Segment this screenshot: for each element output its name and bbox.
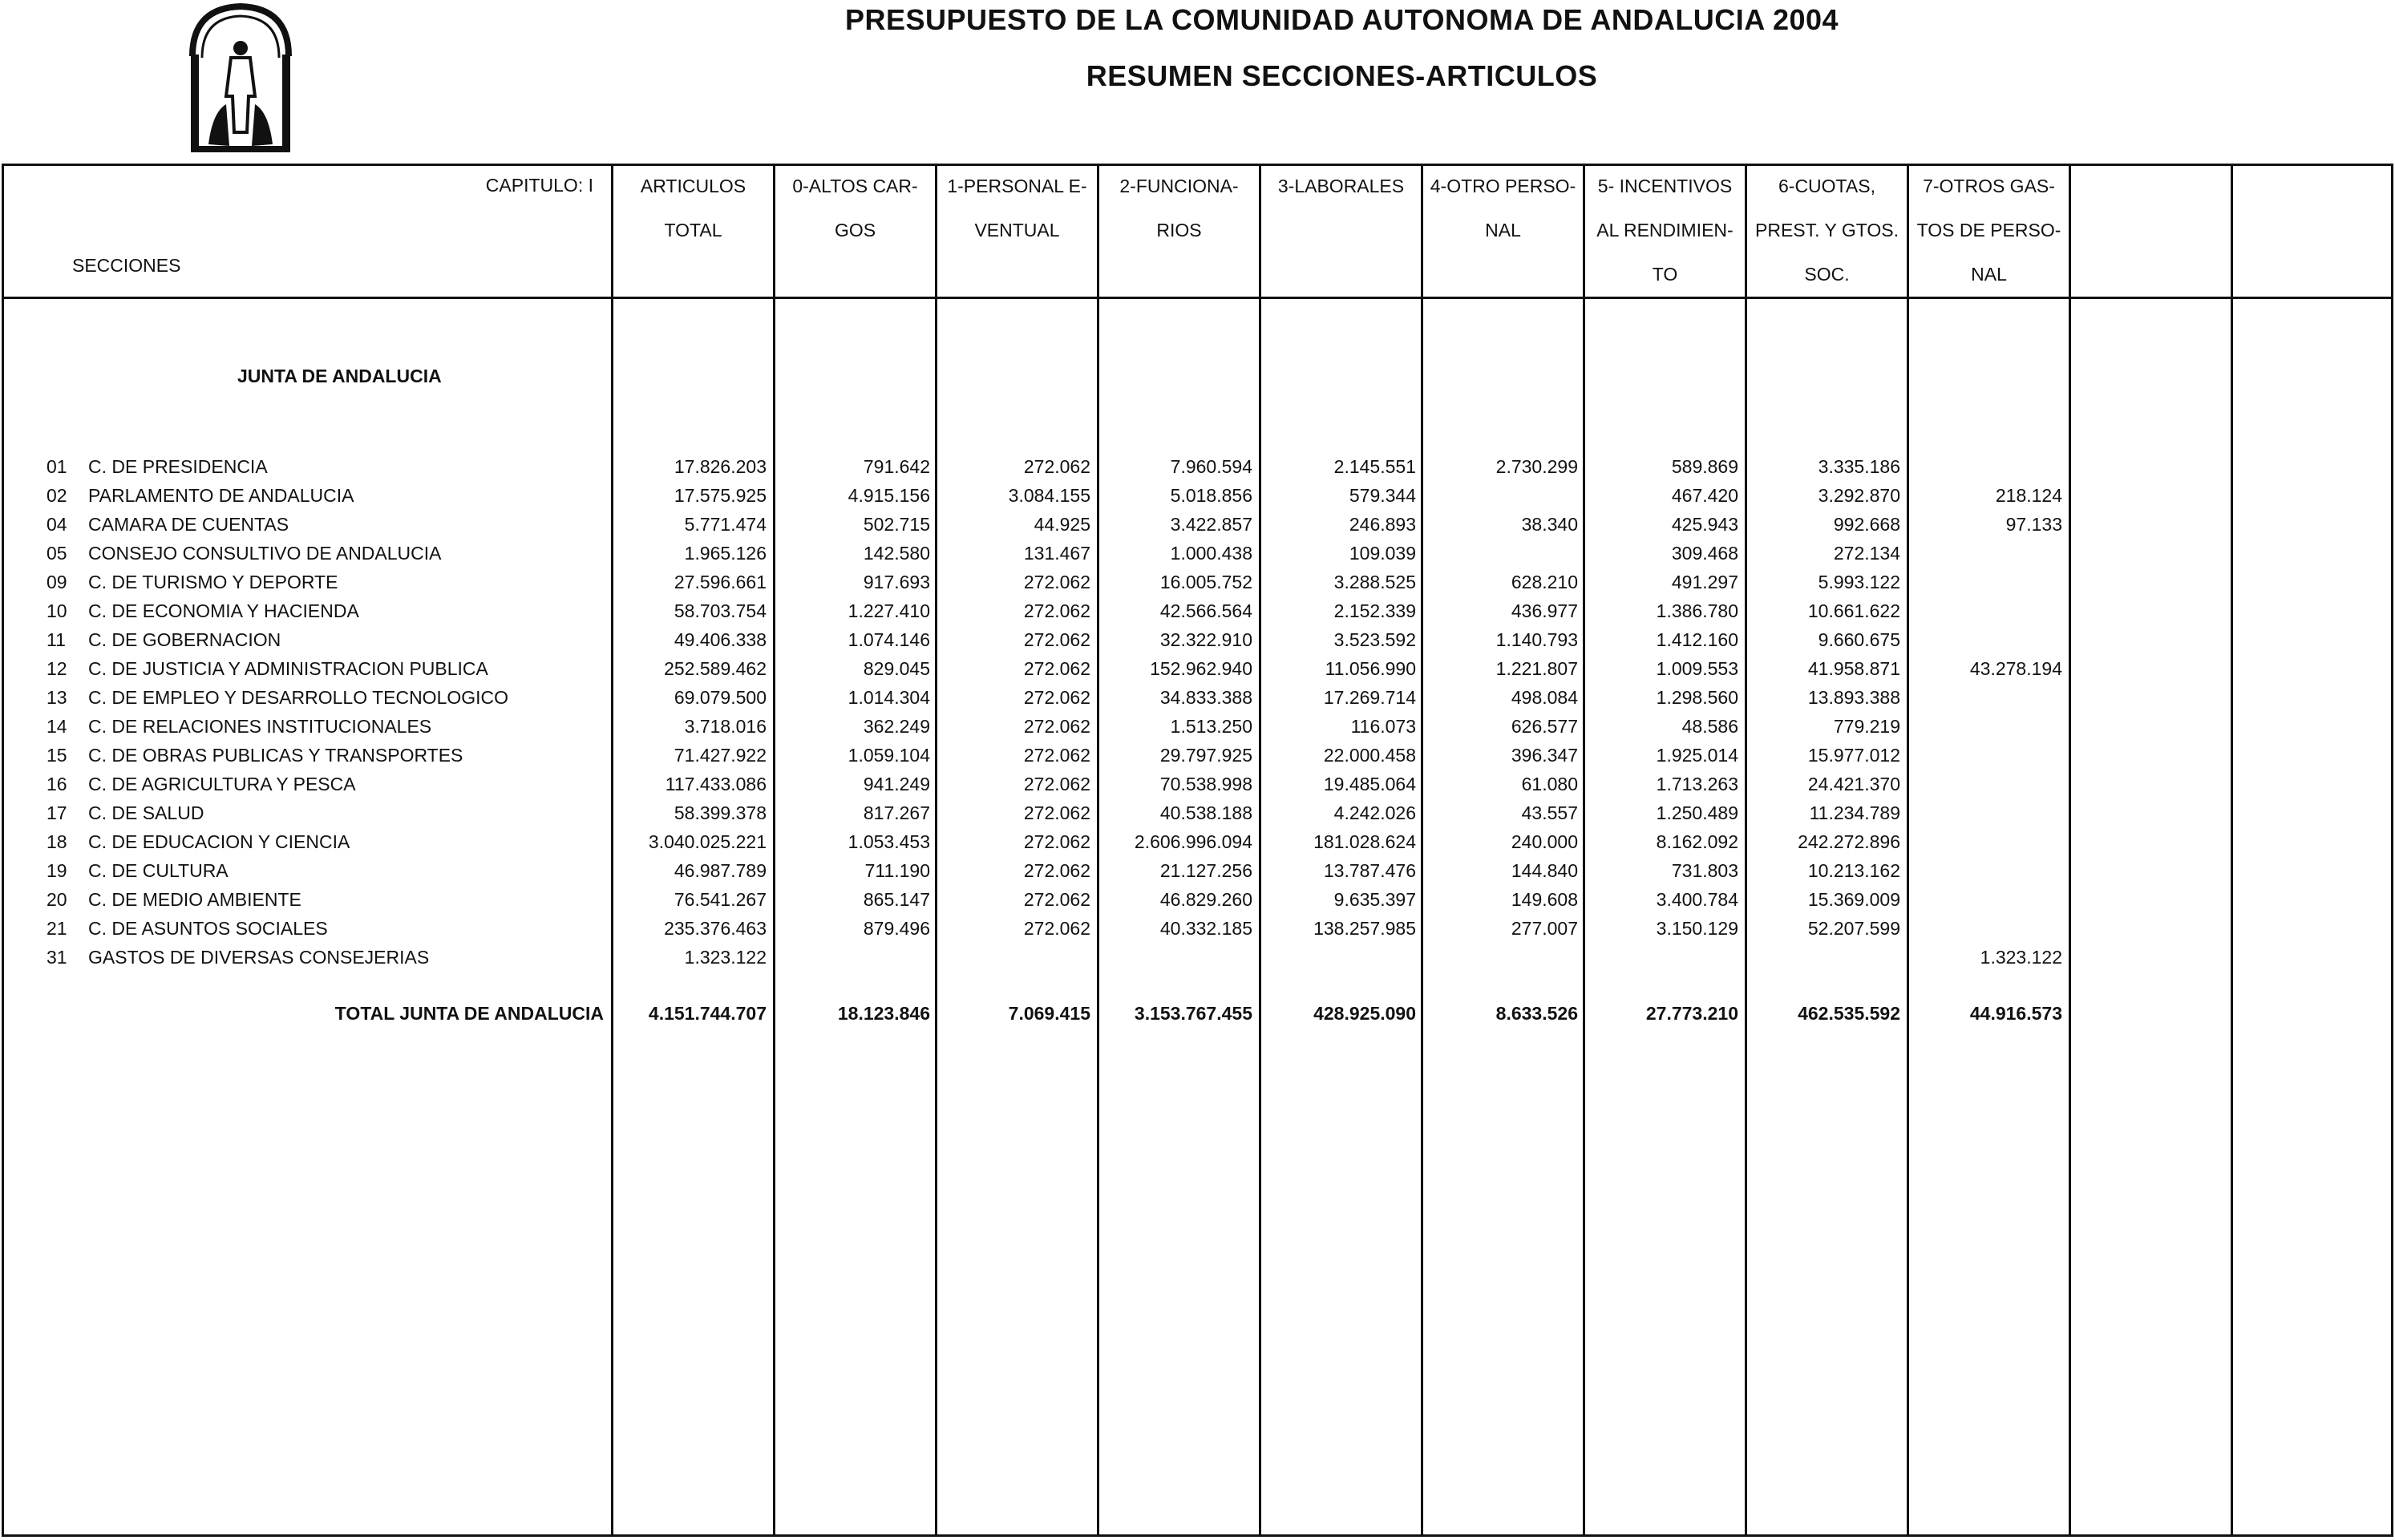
cell-value: 13.893.388 — [1807, 687, 1900, 708]
cell-value: 17.826.203 — [674, 456, 767, 477]
cell-value: 144.840 — [1511, 860, 1578, 881]
section-name: CONSEJO CONSULTIVO DE ANDALUCIA — [88, 543, 442, 564]
table-row — [0, 683, 2395, 712]
table-row — [0, 481, 2395, 510]
cell-value: 272.062 — [1023, 918, 1090, 939]
cell-value: 9.635.397 — [1333, 889, 1416, 910]
capitulo-label: CAPITULO: I — [485, 175, 593, 196]
cell-value: 13.787.476 — [1323, 860, 1416, 881]
table-row — [0, 770, 2395, 798]
column-header-8-line-0: 7-OTROS GAS- — [1923, 176, 2055, 196]
cell-value: 152.962.940 — [1150, 658, 1252, 679]
cell-value: 48.586 — [1681, 716, 1738, 737]
section-code: 14 — [47, 716, 67, 737]
cell-value: 277.007 — [1511, 918, 1578, 939]
cell-value: 362.249 — [863, 716, 930, 737]
cell-value: 272.062 — [1023, 456, 1090, 477]
cell-value: 34.833.388 — [1159, 687, 1252, 708]
column-header-0-line-0: ARTICULOS — [640, 176, 746, 196]
section-code: 02 — [47, 485, 67, 506]
cell-value: 1.965.126 — [684, 543, 767, 564]
cell-value: 27.596.661 — [674, 572, 767, 592]
table-row — [0, 885, 2395, 914]
cell-value: 272.062 — [1023, 572, 1090, 592]
cell-value: 109.039 — [1349, 543, 1416, 564]
cell-value: 43.278.194 — [1969, 658, 2062, 679]
cell-value: 579.344 — [1349, 485, 1416, 506]
cell-value: 626.577 — [1511, 716, 1578, 737]
cell-value: 10.661.622 — [1807, 600, 1900, 621]
table-row — [0, 943, 2395, 972]
column-header-2-line-1: VENTUAL — [974, 220, 1060, 240]
cell-value: 17.269.714 — [1323, 687, 1416, 708]
cell-value: 142.580 — [863, 543, 930, 564]
cell-value: 5.018.856 — [1170, 485, 1252, 506]
cell-value: 502.715 — [863, 514, 930, 535]
cell-value: 2.730.299 — [1495, 456, 1578, 477]
cell-value: 829.045 — [863, 658, 930, 679]
cell-value: 272.062 — [1023, 745, 1090, 766]
section-name: C. DE EMPLEO Y DESARROLLO TECNOLOGICO — [88, 687, 509, 708]
cell-value: 1.513.250 — [1170, 716, 1252, 737]
cell-value: 9.660.675 — [1818, 629, 1900, 650]
cell-value: 779.219 — [1833, 716, 1900, 737]
cell-value: 272.062 — [1023, 600, 1090, 621]
cell-value: 3.335.186 — [1818, 456, 1900, 477]
column-header-8-line-1: TOS DE PERSO- — [1916, 220, 2061, 240]
table-row — [0, 712, 2395, 741]
cell-value: 58.399.378 — [674, 802, 767, 823]
cell-value: 1.009.553 — [1656, 658, 1738, 679]
cell-value: 46.829.260 — [1159, 889, 1252, 910]
column-header-6-line-0: 5- INCENTIVOS — [1597, 176, 1733, 196]
column-header-4-line-0: 3-LABORALES — [1277, 176, 1405, 196]
cell-value: 879.496 — [863, 918, 930, 939]
column-header-0-line-1: TOTAL — [664, 220, 722, 240]
cell-value: 43.557 — [1521, 802, 1578, 823]
cell-value: 1.250.489 — [1656, 802, 1738, 823]
cell-value: 1.227.410 — [848, 600, 930, 621]
table-row — [0, 798, 2395, 827]
section-name: C. DE RELACIONES INSTITUCIONALES — [88, 716, 432, 737]
cell-value: 272.062 — [1023, 658, 1090, 679]
cell-value: 396.347 — [1511, 745, 1578, 766]
cell-value: 235.376.463 — [664, 918, 767, 939]
cell-value: 117.433.086 — [665, 774, 767, 794]
cell-value: 4.915.156 — [848, 485, 930, 506]
cell-value: 917.693 — [863, 572, 930, 592]
total-value: 7.069.415 — [1008, 1003, 1090, 1024]
total-value: 27.773.210 — [1645, 1003, 1738, 1024]
cell-value: 42.566.564 — [1159, 600, 1252, 621]
cell-value: 131.467 — [1023, 543, 1090, 564]
section-name: C. DE MEDIO AMBIENTE — [88, 889, 301, 910]
section-name: C. DE ECONOMIA Y HACIENDA — [88, 600, 359, 621]
cell-value: 2.152.339 — [1333, 600, 1416, 621]
cell-value: 1.386.780 — [1656, 600, 1738, 621]
cell-value: 46.987.789 — [674, 860, 767, 881]
cell-value: 71.427.922 — [674, 745, 767, 766]
cell-value: 76.541.267 — [674, 889, 767, 910]
cell-value: 16.005.752 — [1159, 572, 1252, 592]
section-code: 12 — [47, 658, 67, 679]
cell-value: 15.977.012 — [1807, 745, 1900, 766]
cell-value: 1.925.014 — [1656, 745, 1738, 766]
cell-value: 272.062 — [1023, 802, 1090, 823]
header-divider — [2, 297, 2393, 299]
column-header-1-line-1: GOS — [834, 220, 876, 240]
cell-value: 467.420 — [1671, 485, 1738, 506]
cell-value: 3.400.784 — [1656, 889, 1738, 910]
section-code: 18 — [47, 831, 67, 852]
cell-value: 11.234.789 — [1809, 802, 1900, 823]
total-value: 462.535.592 — [1798, 1003, 1900, 1024]
cell-value: 3.150.129 — [1656, 918, 1738, 939]
cell-value: 97.133 — [2005, 514, 2062, 535]
cell-value: 1.412.160 — [1656, 629, 1738, 650]
section-code: 20 — [47, 889, 67, 910]
section-name: C. DE OBRAS PUBLICAS Y TRANSPORTES — [88, 745, 463, 766]
table-row — [0, 827, 2395, 856]
cell-value: 29.797.925 — [1159, 745, 1252, 766]
section-code: 04 — [47, 514, 67, 535]
cell-value: 272.062 — [1023, 860, 1090, 881]
cell-value: 3.718.016 — [684, 716, 767, 737]
section-code: 17 — [47, 802, 67, 823]
table-row — [0, 914, 2395, 943]
cell-value: 1.298.560 — [1656, 687, 1738, 708]
section-code: 31 — [47, 947, 67, 968]
table-row — [0, 625, 2395, 654]
cell-value: 817.267 — [863, 802, 930, 823]
cell-value: 242.272.896 — [1798, 831, 1900, 852]
column-header-3-line-0: 2-FUNCIONA- — [1119, 176, 1239, 196]
total-value: 44.916.573 — [1969, 1003, 2062, 1024]
section-name: PARLAMENTO DE ANDALUCIA — [88, 485, 354, 506]
section-name: C. DE JUSTICIA Y ADMINISTRACION PUBLICA — [88, 658, 488, 679]
cell-value: 491.297 — [1671, 572, 1738, 592]
section-name: C. DE EDUCACION Y CIENCIA — [88, 831, 350, 852]
cell-value: 138.257.985 — [1313, 918, 1416, 939]
cell-value: 10.213.162 — [1807, 860, 1900, 881]
section-code: 11 — [47, 629, 66, 650]
cell-value: 218.124 — [1995, 485, 2062, 506]
cell-value: 309.468 — [1671, 543, 1738, 564]
cell-value: 3.292.870 — [1818, 485, 1900, 506]
cell-value: 272.062 — [1023, 889, 1090, 910]
column-header-5-line-1: NAL — [1485, 220, 1521, 240]
cell-value: 38.340 — [1521, 514, 1578, 535]
cell-value: 246.893 — [1349, 514, 1416, 535]
column-header-7-line-0: 6-CUOTAS, — [1778, 176, 1875, 196]
cell-value: 49.406.338 — [674, 629, 767, 650]
cell-value: 1.221.807 — [1495, 658, 1578, 679]
cell-value: 272.062 — [1023, 774, 1090, 794]
cell-value: 5.771.474 — [684, 514, 767, 535]
cell-value: 1.014.304 — [848, 687, 930, 708]
cell-value: 24.421.370 — [1807, 774, 1900, 794]
cell-value: 58.703.754 — [674, 600, 767, 621]
cell-value: 711.190 — [864, 860, 930, 881]
column-header-6-line-2: TO — [1652, 264, 1678, 285]
total-value: 428.925.090 — [1313, 1003, 1416, 1024]
cell-value: 1.323.122 — [684, 947, 767, 968]
column-header-2-line-0: 1-PERSONAL E- — [947, 176, 1087, 196]
section-name: GASTOS DE DIVERSAS CONSEJERIAS — [88, 947, 430, 968]
cell-value: 941.249 — [863, 774, 930, 794]
cell-value: 11.056.990 — [1325, 658, 1416, 679]
cell-value: 2.145.551 — [1333, 456, 1416, 477]
section-code: 19 — [47, 860, 67, 881]
cell-value: 1.074.146 — [848, 629, 930, 650]
cell-value: 272.062 — [1023, 831, 1090, 852]
cell-value: 436.977 — [1511, 600, 1578, 621]
cell-value: 272.062 — [1023, 716, 1090, 737]
cell-value: 15.369.009 — [1807, 889, 1900, 910]
cell-value: 3.422.857 — [1170, 514, 1252, 535]
column-header-6-line-1: AL RENDIMIEN- — [1596, 220, 1734, 240]
table-row — [0, 510, 2395, 539]
cell-value: 3.040.025.221 — [648, 831, 767, 852]
total-value: 18.123.846 — [837, 1003, 930, 1024]
cell-value: 1.323.122 — [1980, 947, 2062, 968]
cell-value: 272.134 — [1833, 543, 1900, 564]
section-name: C. DE SALUD — [88, 802, 204, 823]
cell-value: 252.589.462 — [664, 658, 767, 679]
total-row — [0, 999, 2395, 1028]
cell-value: 149.608 — [1511, 889, 1578, 910]
section-code: 05 — [47, 543, 67, 564]
page-title: PRESUPUESTO DE LA COMUNIDAD AUTONOMA DE ANDALUCIA 2004 — [844, 3, 1839, 36]
column-header-5-line-0: 4-OTRO PERSO- — [1430, 176, 1576, 196]
cell-value: 1.140.793 — [1495, 629, 1578, 650]
cell-value: 425.943 — [1671, 514, 1738, 535]
section-name: C. DE CULTURA — [88, 860, 229, 881]
cell-value: 3.084.155 — [1008, 485, 1090, 506]
cell-value: 628.210 — [1511, 572, 1578, 592]
page-subtitle: RESUMEN SECCIONES-ARTICULOS — [1086, 59, 1598, 92]
cell-value: 272.062 — [1023, 629, 1090, 650]
table-row — [0, 596, 2395, 625]
cell-value: 1.053.453 — [848, 831, 930, 852]
table-row — [0, 568, 2395, 596]
cell-value: 181.028.624 — [1313, 831, 1416, 852]
section-name: C. DE AGRICULTURA Y PESCA — [88, 774, 356, 794]
section-name: CAMARA DE CUENTAS — [88, 514, 289, 535]
cell-value: 19.485.064 — [1323, 774, 1416, 794]
section-code: 13 — [47, 687, 67, 708]
cell-value: 272.062 — [1023, 687, 1090, 708]
cell-value: 731.803 — [1671, 860, 1738, 881]
cell-value: 44.925 — [1034, 514, 1090, 535]
column-header-7-line-2: SOC. — [1804, 264, 1850, 285]
section-code: 21 — [47, 918, 67, 939]
cell-value: 52.207.599 — [1807, 918, 1900, 939]
section-code: 10 — [47, 600, 67, 621]
cell-value: 17.575.925 — [674, 485, 767, 506]
cell-value: 61.080 — [1521, 774, 1578, 794]
table-row — [0, 654, 2395, 683]
cell-value: 22.000.458 — [1323, 745, 1416, 766]
cell-value: 70.538.998 — [1159, 774, 1252, 794]
total-value: 3.153.767.455 — [1134, 1003, 1252, 1024]
secciones-label: SECCIONES — [72, 255, 181, 276]
section-code: 15 — [47, 745, 67, 766]
section-name: C. DE PRESIDENCIA — [88, 456, 268, 477]
table-row — [0, 856, 2395, 885]
cell-value: 40.332.185 — [1159, 918, 1252, 939]
cell-value: 41.958.871 — [1807, 658, 1900, 679]
cell-value: 240.000 — [1511, 831, 1578, 852]
group-title: JUNTA DE ANDALUCIA — [237, 366, 442, 386]
column-header-1-line-0: 0-ALTOS CAR- — [792, 176, 918, 196]
cell-value: 21.127.256 — [1159, 860, 1252, 881]
section-code: 01 — [47, 456, 67, 477]
section-name: C. DE GOBERNACION — [88, 629, 281, 650]
cell-value: 32.322.910 — [1159, 629, 1252, 650]
section-code: 16 — [47, 774, 67, 794]
column-header-3-line-1: RIOS — [1156, 220, 1202, 240]
section-name: C. DE ASUNTOS SOCIALES — [88, 918, 328, 939]
cell-value: 865.147 — [863, 889, 930, 910]
total-label: TOTAL JUNTA DE ANDALUCIA — [334, 1003, 604, 1024]
column-header-8-line-2: NAL — [1971, 264, 2007, 285]
cell-value: 3.523.592 — [1333, 629, 1416, 650]
table-row — [0, 452, 2395, 481]
cell-value: 2.606.996.094 — [1134, 831, 1252, 852]
cell-value: 589.869 — [1671, 456, 1738, 477]
table-row — [0, 741, 2395, 770]
cell-value: 7.960.594 — [1170, 456, 1252, 477]
cell-value: 1.000.438 — [1170, 543, 1252, 564]
column-header-7-line-1: PREST. Y GTOS. — [1755, 220, 1899, 240]
cell-value: 8.162.092 — [1656, 831, 1738, 852]
cell-value: 1.713.263 — [1656, 774, 1738, 794]
total-value: 8.633.526 — [1495, 1003, 1578, 1024]
cell-value: 3.288.525 — [1333, 572, 1416, 592]
cell-value: 5.993.122 — [1818, 572, 1900, 592]
total-value: 4.151.744.707 — [648, 1003, 767, 1024]
cell-value: 4.242.026 — [1333, 802, 1416, 823]
cell-value: 992.668 — [1833, 514, 1900, 535]
cell-value: 69.079.500 — [674, 687, 767, 708]
section-name: C. DE TURISMO Y DEPORTE — [88, 572, 338, 592]
cell-value: 498.084 — [1511, 687, 1578, 708]
cell-value: 1.059.104 — [848, 745, 930, 766]
cell-value: 116.073 — [1350, 716, 1416, 737]
cell-value: 791.642 — [863, 456, 930, 477]
section-code: 09 — [47, 572, 67, 592]
cell-value: 40.538.188 — [1159, 802, 1252, 823]
table-row — [0, 539, 2395, 568]
